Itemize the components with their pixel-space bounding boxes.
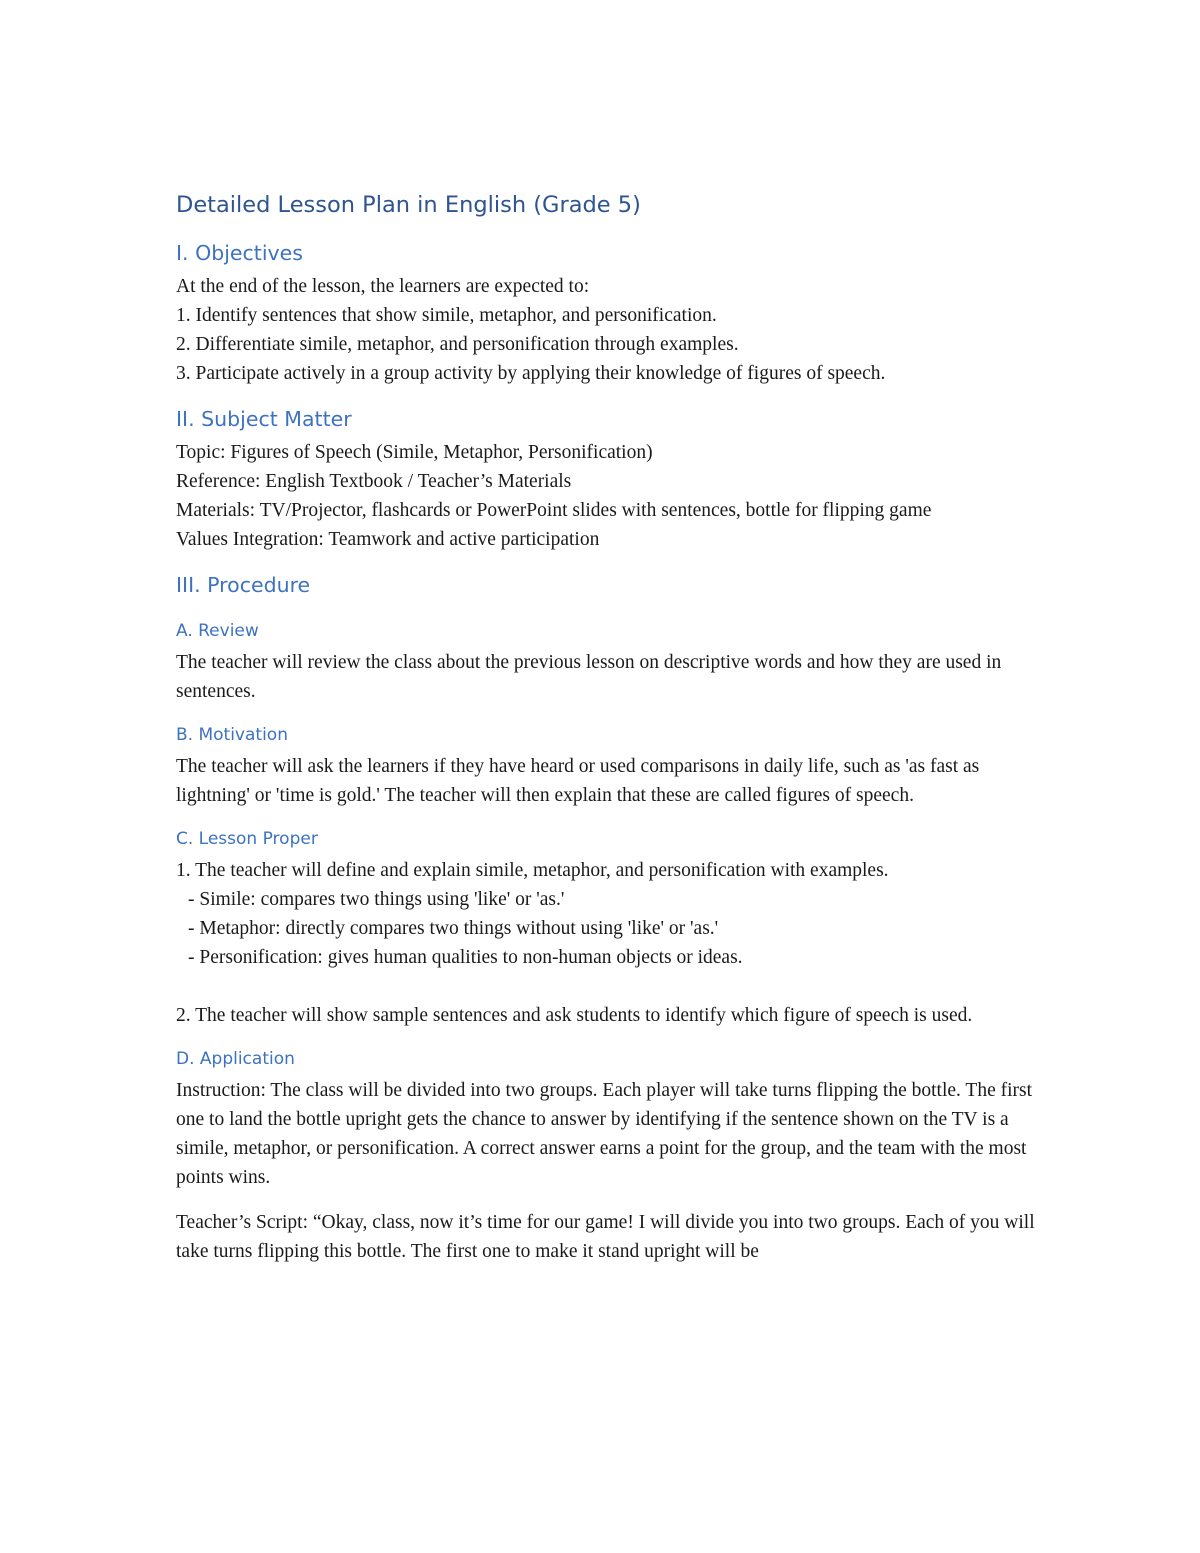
subject-values: Values Integration: Teamwork and active participation [176,529,600,550]
objectives-intro: At the end of the lesson, the learners are expected to: [176,276,590,297]
lesson-step-2: 2. The teacher will show sample sentences and ask students to identify which figure of speech is used. [176,1005,973,1026]
review-heading: A. Review [176,621,259,641]
review-section [176,618,1036,706]
objectives-heading: I. Objectives [176,241,303,265]
procedure-section [176,570,1036,600]
teacher-script-section [176,1208,1036,1266]
subject-matter-section [176,404,1036,554]
objectives-section [176,238,1036,388]
subject-matter-heading: II. Subject Matter [176,407,352,431]
subject-reference: Reference: English Textbook / Teacher’s Materials [176,471,572,492]
motivation-heading: B. Motivation [176,725,288,745]
objective-item: 2. Differentiate simile, metaphor, and personification through examples. [176,334,739,355]
motivation-section [176,722,1036,810]
document-title: Detailed Lesson Plan in English (Grade 5) [176,192,641,218]
lesson-proper-heading: C. Lesson Proper [176,829,318,849]
teacher-script: Teacher’s Script: “Okay, class, now it’s time for our game! I will divide you into two groups. Each of you will take turns flipping this bottle. The first one to make it stand upright will be [176,1212,1035,1262]
subject-topic: Topic: Figures of Speech (Simile, Metaphor, Personification) [176,442,653,463]
review-text: The teacher will review the class about the previous lesson on descriptive words and how they are used in sentences. [176,652,1002,702]
subject-materials: Materials: TV/Projector, flashcards or PowerPoint slides with sentences, bottle for flipping game [176,500,932,521]
application-instruction: Instruction: The class will be divided into two groups. Each player will take turns flipping the bottle. The first one to land the bottle upright gets the chance to answer by identifying if the sentence shown on the TV is a simile, metaphor, or personification. A correct answer earns a point for the group, and the team with the most points wins. [176,1080,1033,1188]
application-section [176,1046,1036,1192]
motivation-text: The teacher will ask the learners if they have heard or used comparisons in daily life, such as 'as fast as lightning' or 'time is gold.' The teacher will then explain that these are called figures of speech. [176,756,980,806]
definition-simile: - Simile: compares two things using 'like' or 'as.' [188,889,565,910]
definition-metaphor: - Metaphor: directly compares two things without using 'like' or 'as.' [188,918,719,939]
procedure-heading: III. Procedure [176,573,311,597]
lesson-proper-section [176,826,1036,1030]
objective-item: 3. Participate actively in a group activity by applying their knowledge of figures of speech. [176,363,886,384]
lesson-step-1: 1. The teacher will define and explain simile, metaphor, and personification with examples. [176,860,889,881]
application-heading: D. Application [176,1049,295,1069]
definition-personification: - Personification: gives human qualities to non-human objects or ideas. [188,947,743,968]
objective-item: 1. Identify sentences that show simile, metaphor, and personification. [176,305,717,326]
document-page [176,190,1036,1266]
